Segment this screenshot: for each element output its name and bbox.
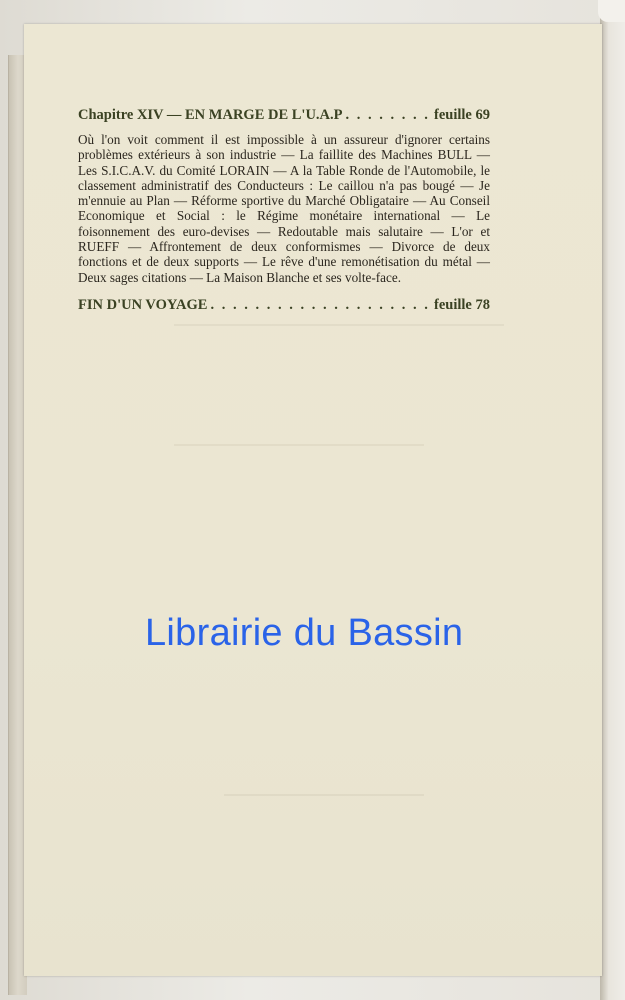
bookseller-watermark: Librairie du Bassin [145, 612, 464, 654]
chapter-title: Chapitre XIV — EN MARGE DE L'U.A.P [78, 107, 343, 123]
right-page-stack [600, 0, 625, 1000]
toc-entry-final [78, 297, 490, 314]
toc-entry-chapter-xiv [78, 107, 490, 124]
chapter-page-ref: feuille 69 [434, 107, 490, 123]
right-page-corner [598, 0, 625, 22]
show-through-line [224, 794, 424, 796]
show-through-line [174, 444, 424, 446]
dot-leader [346, 107, 432, 124]
final-page-ref: feuille 78 [434, 296, 490, 313]
final-section-title: FIN D'UN VOYAGE [78, 296, 208, 313]
table-of-contents [78, 107, 490, 314]
show-through-line [174, 324, 504, 326]
chapter-summary: Où l'on voit comment il est impossible à un assureur d'ignorer certains problèmes extérieurs à son industrie — La faillite des Machines BULL — Les S.I.C.A.V. du Comité LORAIN — A la Table Ronde de l'Automobile, le classement administratif des Conducteurs : Le caillou n'a pas bougé — Je m'ennuie au Plan — Réforme sportive du Marché Obligataire — Au Conseil Economique et Social : le Régime monétaire international — Le foisonnement des euro-devises — Redoutable mais salutaire — L'or et RUEFF — Affrontement de deux conformismes — Divorce de deux fonctions et de deux supports — Le rêve d'une remonétisation du métal — Deux sages citations — La Maison Blanche et ses volte-face. [78, 132, 490, 285]
dot-leader [210, 297, 431, 314]
